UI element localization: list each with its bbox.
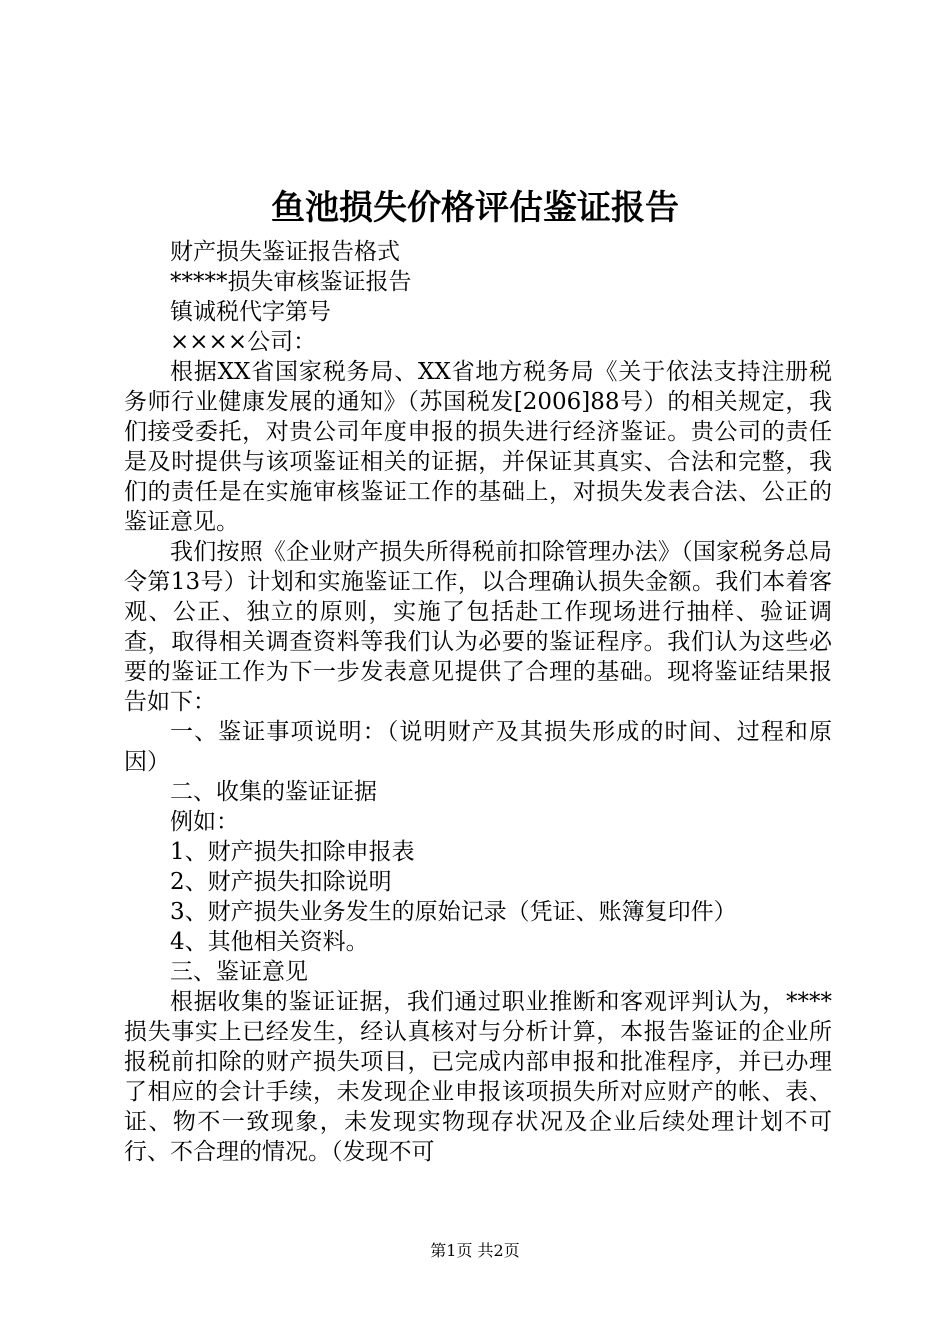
- paragraph-doc-number: 镇诚税代字第号: [170, 299, 331, 325]
- list-item-3: 3、财产损失业务发生的原始记录（凭证、账簿复印件）: [170, 899, 737, 925]
- paragraph-subtitle: 财产损失鉴证报告格式: [170, 239, 400, 265]
- paragraph-section-2: 二、收集的鉴证证据: [170, 779, 377, 805]
- paragraph-example: 例如：: [170, 809, 239, 835]
- page-number-footer: 第1页 共2页: [430, 1241, 520, 1260]
- paragraph-report-name: *****损失审核鉴证报告: [170, 269, 412, 295]
- paragraph-opinion: 根据收集的鉴证证据，我们通过职业推断和客观评判认为，****损失事实上已经发生，经认真核对与分析计算，本报告鉴证的企业所报税前扣除的财产损失项目，已完成内部申报和批准程序，并已办理了相应的会计手续，未发现企业申报该项损失所对应财产的帐、表、证、物不一致现象，未发现实物现存状况及企业后续处理计划不可行、不合理的情况。（发现不可: [124, 989, 832, 1165]
- document-title: 鱼池损失价格评估鉴证报告: [271, 188, 679, 228]
- paragraph-addressee: ××××公司：: [170, 329, 317, 355]
- document-body: [124, 237, 832, 1167]
- list-item-1: 1、财产损失扣除申报表: [170, 839, 415, 865]
- paragraph-intro: 根据XX省国家税务局、XX省地方税务局《关于依法支持注册税务师行业健康发展的通知》（苏国税发[2006]88号）的相关规定，我们接受委托，对贵公司年度申报的损失进行经济鉴证。贵公司的责任是及时提供与该项鉴证相关的证据，并保证其真实、合法和完整，我们的责任是在实施审核鉴证工作的基础上，对损失发表合法、公正的鉴证意见。: [124, 359, 832, 535]
- list-item-4: 4、其他相关资料。: [170, 929, 369, 955]
- list-item-2: 2、财产损失扣除说明: [170, 869, 392, 895]
- paragraph-section-1: 一、鉴证事项说明：（说明财产及其损失形成的时间、过程和原因）: [124, 719, 832, 775]
- paragraph-procedure: 我们按照《企业财产损失所得税前扣除管理办法》（国家税务总局令第13号）计划和实施鉴证工作，以合理确认损失金额。我们本着客观、公正、独立的原则，实施了包括赴工作现场进行抽样、验证调查，取得相关调查资料等我们认为必要的鉴证程序。我们认为这些必要的鉴证工作为下一步发表意见提供了合理的基础。现将鉴证结果报告如下：: [124, 539, 832, 715]
- paragraph-section-3: 三、鉴证意见: [170, 959, 308, 985]
